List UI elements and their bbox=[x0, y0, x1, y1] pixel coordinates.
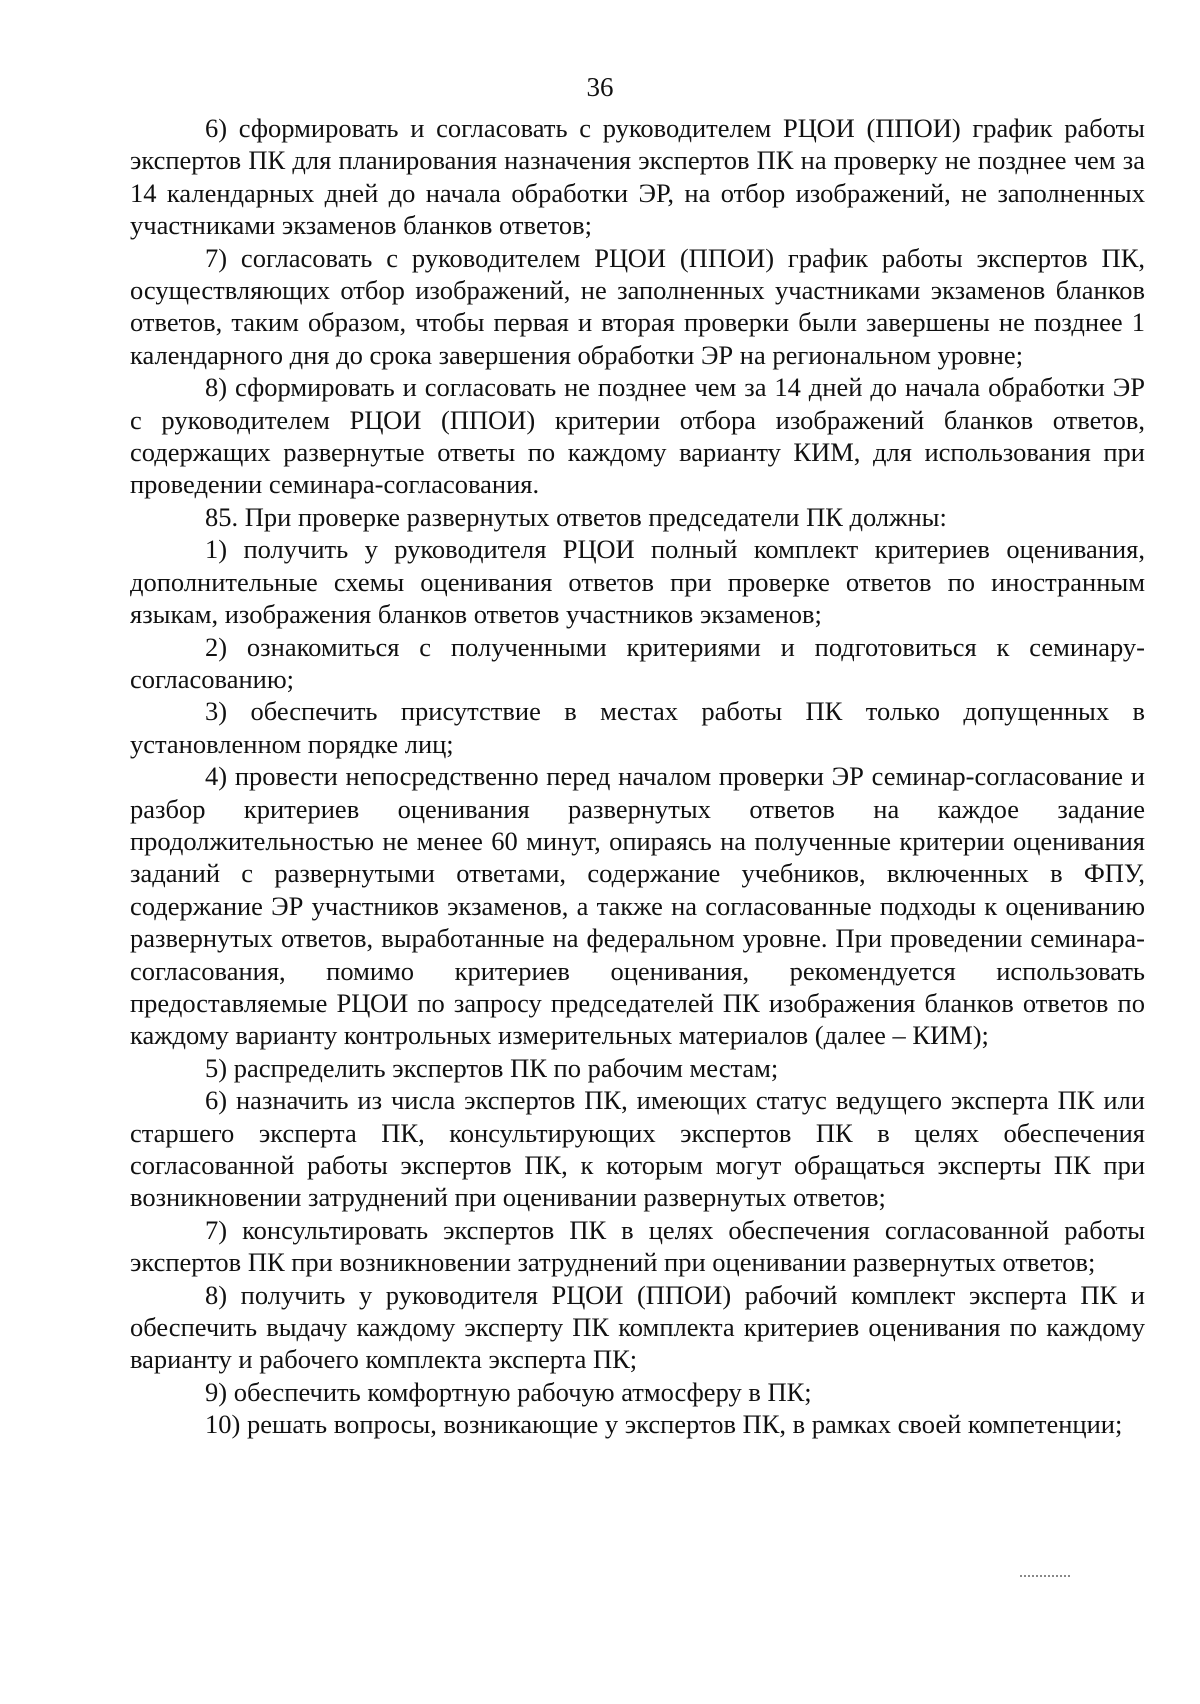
duty-item-9: 9) обеспечить комфортную рабочую атмосферу в ПК; bbox=[205, 1376, 812, 1407]
duty-item-10: 10) решать вопросы, возникающие у экспертов ПК, в рамках своей компетенции; bbox=[205, 1409, 1123, 1440]
section-85-heading: 85. При проверке развернутых ответов председатели ПК должны: bbox=[205, 501, 947, 532]
duty-item-8: 8) получить у руководителя РЦОИ (ППОИ) рабочий комплект эксперта ПК и обеспечить выдачу каждому эксперту ПК комплекта критериев оценивания по каждому варианту и рабочего комплекта эксперта ПК; bbox=[130, 1279, 1145, 1375]
duty-item-4: 4) провести непосредственно перед началом проверки ЭР семинар-согласование и разбор критериев оценивания развернутых ответов на каждое задание продолжительностью не менее 60 минут, опираясь на полученные критерии оценивания заданий с развернутыми ответами, содержание учебников, включенных в ФПУ, содержание ЭР участников экзаменов, а также на согласованные подходы к оцениванию развернутых ответов, выработанные на федеральном уровне. При проведении семинара- согласования, помимо критериев оценивания, рекомендуется использовать предоставляемые РЦОИ по запросу председателей ПК изображения бланков ответов по каждому варианту контрольных измерительных материалов (далее – КИМ); bbox=[130, 761, 1145, 1051]
duty-item-3: 3) обеспечить присутствие в местах работы ПК только допущенных в установленном порядке лиц; bbox=[130, 696, 1145, 759]
duty-item-2: 2) ознакомиться с полученными критериями и подготовиться к семинару-согласованию; bbox=[130, 631, 1145, 694]
document-body bbox=[130, 112, 1145, 1441]
paragraph-item-8: 8) сформировать и согласовать не позднее чем за 14 дней до начала обработки ЭР с руководителем РЦОИ (ППОИ) критерии отбора изображений бланков ответов, содержащих развернутые ответы по каждому варианту КИМ, для использования при проведении семинара-согласования. bbox=[130, 372, 1145, 500]
scan-artifact-mark bbox=[1020, 1575, 1070, 1579]
duty-item-6: 6) назначить из числа экспертов ПК, имеющих статус ведущего эксперта ПК или старшего эксперта ПК, консультирующих экспертов ПК в целях обеспечения согласованной работы экспертов ПК, к которым могут обращаться эксперты ПК при возникновении затруднений при оценивании развернутых ответов; bbox=[130, 1085, 1145, 1213]
paragraph-item-7: 7) согласовать с руководителем РЦОИ (ППОИ) график работы экспертов ПК, осуществляющих отбор изображений, не заполненных участниками экзаменов бланков ответов, таким образом, чтобы первая и вторая проверки были завершены не позднее 1 календарного дня до срока завершения обработки ЭР на региональном уровне; bbox=[130, 242, 1145, 370]
duty-item-5: 5) распределить экспертов ПК по рабочим местам; bbox=[205, 1052, 779, 1083]
page-number: 36 bbox=[586, 72, 614, 102]
duty-item-7: 7) консультировать экспертов ПК в целях обеспечения согласованной работы экспертов ПК при возникновении затруднений при оценивании развернутых ответов; bbox=[130, 1214, 1145, 1278]
paragraph-item-6: 6) сформировать и согласовать с руководителем РЦОИ (ППОИ) график работы экспертов ПК для планирования назначения экспертов ПК на проверку не позднее чем за 14 календарных дней до начала обработки ЭР, на отбор изображений, не заполненных участниками экзаменов бланков ответов; bbox=[130, 113, 1145, 241]
duty-item-1: 1) получить у руководителя РЦОИ полный комплект критериев оценивания, дополнительные схемы оценивания ответов при проверке ответов по иностранным языкам, изображения бланков ответов участников экзаменов; bbox=[130, 534, 1145, 630]
